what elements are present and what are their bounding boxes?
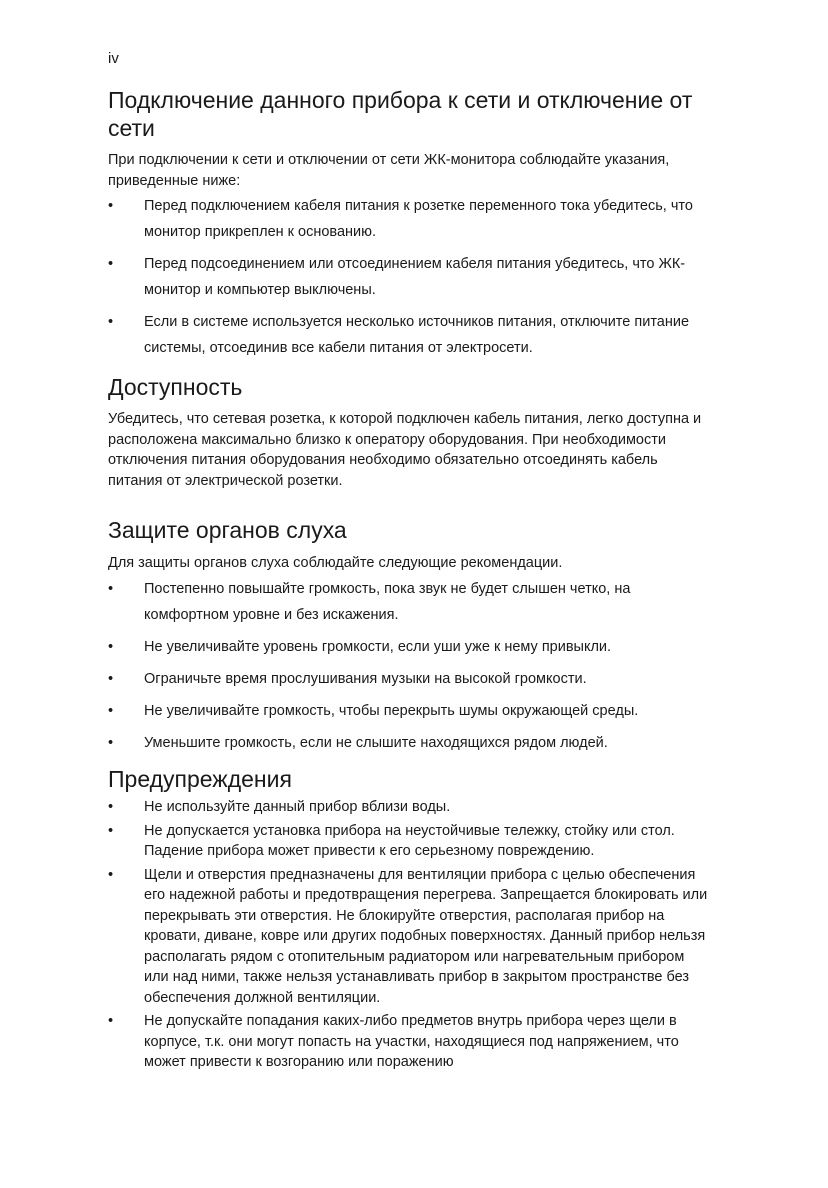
bullet-icon: •: [108, 702, 114, 719]
list-item: [108, 865, 708, 1009]
bullet-icon: •: [108, 822, 114, 839]
list-item: [108, 797, 708, 818]
section-accessibility: [108, 373, 708, 491]
section-heading: Подключение данного прибора к сети и отключение от сети: [108, 87, 693, 141]
list-item: [108, 698, 708, 724]
section-intro: Для защиты органов слуха соблюдайте следующие рекомендации.: [108, 555, 563, 571]
section-warnings: [108, 765, 708, 1073]
list-item: [108, 634, 708, 660]
bullet-icon: •: [108, 1013, 114, 1029]
bullet-icon: •: [108, 580, 114, 597]
bullet-list: [108, 576, 708, 756]
list-item: [108, 1011, 708, 1073]
list-item: [108, 666, 708, 692]
bullet-icon: •: [108, 670, 114, 687]
section-intro: При подключении к сети и отключении от сети ЖК-монитора соблюдайте указания, приведенные ниже:: [108, 152, 670, 189]
section-power-connection: [108, 86, 708, 361]
bullet-icon: •: [108, 866, 114, 883]
list-item-text: Уменьшите громкость, если не слышите находящихся рядом людей.: [144, 734, 608, 751]
section-intro: Убедитесь, что сетевая розетка, к которой подключен кабель питания, легко доступна и расположена максимально близко к оператору оборудования. При необходимости отключения питания оборудования необходимо обязательно отсоединять кабель питания от электрической розетки.: [108, 411, 702, 489]
page-number: iv: [108, 50, 119, 67]
bullet-icon: •: [108, 198, 114, 214]
section-heading: Предупреждения: [108, 766, 292, 792]
list-item-text: Постепенно повышайте громкость, пока звук не будет слышен четко, на комфортном уровне и без искажения.: [144, 580, 631, 623]
section-hearing-protection: [108, 516, 708, 756]
list-item-text: Не допускайте попадания каких-либо предметов внутрь прибора через щели в корпусе, т.к. они могут попасть на участки, находящиеся под напряжением, что может привести к возгоранию или поражению: [144, 1013, 679, 1070]
list-item: [108, 309, 708, 361]
bullet-icon: •: [108, 799, 114, 815]
bullet-icon: •: [108, 256, 114, 272]
list-item-text: Не увеличивайте громкость, чтобы перекрыть шумы окружающей среды.: [144, 702, 639, 719]
list-item: [108, 576, 708, 628]
list-item-text: Если в системе используется несколько источников питания, отключите питание системы, отсоединив все кабели питания от электросети.: [144, 314, 690, 356]
list-item: [108, 821, 708, 862]
list-item: [108, 730, 708, 756]
list-item-text: Не увеличивайте уровень громкости, если уши уже к нему привыкли.: [144, 638, 612, 655]
list-item-text: Не допускается установка прибора на неустойчивые тележку, стойку или стол. Падение прибора может привести к его серьезному повреждению.: [144, 822, 675, 859]
list-item-text: Щели и отверстия предназначены для вентиляции прибора с целью обеспечения его надежной работы и предотвращения перегрева. Запрещается блокировать или перекрывать эти отверстия. Не блокируйте отверстия, располагая прибор на кровати, диване, ковре или других подобных поверхностях. Данный прибор нельзя располагать рядом с отопительным радиатором или нагревательным прибором или над ними, также нельзя устанавливать прибор в закрытом пространстве без обеспечения должной вентиляции.: [144, 866, 708, 1006]
section-heading: Доступность: [108, 374, 243, 400]
bullet-icon: •: [108, 638, 114, 655]
bullet-list: [108, 797, 708, 1073]
list-item-text: Перед подсоединением или отсоединением кабеля питания убедитесь, что ЖК-монитор и компьютер выключены.: [144, 256, 686, 298]
list-item-text: Ограничьте время прослушивания музыки на высокой громкости.: [144, 670, 587, 687]
bullet-icon: •: [108, 314, 114, 330]
list-item-text: Перед подключением кабеля питания к розетке переменного тока убедитесь, что монитор прикреплен к основанию.: [144, 198, 693, 240]
list-item: [108, 251, 708, 303]
list-item-text: Не используйте данный прибор вблизи воды.: [144, 799, 451, 815]
section-heading: Защите органов слуха: [108, 517, 347, 543]
bullet-list: [108, 193, 708, 361]
list-item: [108, 193, 708, 245]
bullet-icon: •: [108, 734, 114, 751]
